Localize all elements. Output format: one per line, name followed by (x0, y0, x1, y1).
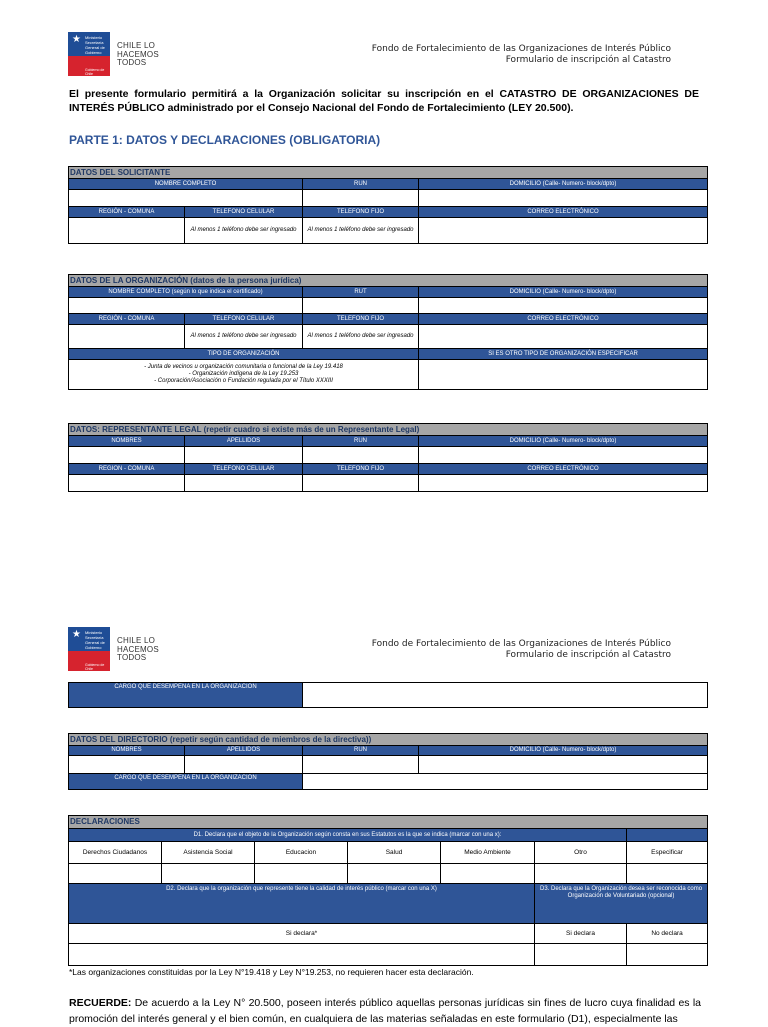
org-rut-field[interactable] (303, 298, 419, 314)
cargo-field[interactable] (303, 683, 708, 708)
page-header-page2: Fondo de Fortalecimiento de las Organizaciones de Interés Público Formulario de inscripción al Catastro (371, 639, 671, 660)
rep-nombres-field[interactable] (69, 447, 185, 464)
org-telefono-fijo-field[interactable]: Al menos 1 teléfono debe ser ingresado (303, 325, 419, 349)
cargo-table: CARGO QUE DESEMPEÑA EN LA ORGANIZACIÓN (68, 682, 708, 708)
representante-title: DATOS: REPRESENTANTE LEGAL (repetir cuadro si existe más de un Representante Legal) (69, 424, 708, 436)
region-comuna-field[interactable] (69, 218, 185, 244)
dir-apellidos-field[interactable] (185, 756, 303, 774)
logo-slogan: CHILE LO HACEMOS TODOS (117, 41, 159, 67)
org-correo-field[interactable] (419, 325, 708, 349)
rep-apellidos-field[interactable] (185, 447, 303, 464)
rep-region-comuna-field[interactable] (69, 475, 185, 492)
mark-no-declara[interactable] (627, 944, 708, 966)
telefono-fijo-field[interactable]: Al menos 1 teléfono debe ser ingresado (303, 218, 419, 244)
cat-derechos-ciudadanos: Derechos Ciudadanos (69, 842, 162, 864)
dir-domicilio-field[interactable] (419, 756, 708, 774)
rep-telefono-fijo-field[interactable] (303, 475, 419, 492)
cat-medio-ambiente: Medio Ambiente (441, 842, 535, 864)
directorio-table: DATOS DEL DIRECTORIO (repetir según cantidad de miembros de la directiva)) NOMBRES APELLIDOS RUN DOMICILIO (Calle- Numero- block/dpto) CARGO QUE DESEMPEÑA EN LA ORGANIZACIÓN (68, 733, 708, 790)
telefono-celular-field[interactable]: Al menos 1 teléfono debe ser ingresado (185, 218, 303, 244)
dir-cargo-field[interactable] (303, 774, 708, 790)
org-telefono-celular-field[interactable]: Al menos 1 teléfono debe ser ingresado (185, 325, 303, 349)
run-field[interactable] (303, 190, 419, 207)
declaraciones-table: DECLARACIONES D1. Declara que el objeto de la Organización según consta en sus Estatutos es la que se indica (marcar con una x): Derechos Ciudadanos Asistencia Social Educacion Salud Medio Ambiente Otro Especificar D2. Declara que la organización que represente tiene la calidad de interés público (marcar con una X) D3. Declara que la Organización desea ser reconocida como Organización de Voluntariado (opcional) Si declara* Si declara No declara (68, 815, 708, 966)
chile-flag-icon: ★ Ministerio Secretaría General de Gobierno Gobierno de Chile (68, 627, 110, 671)
page-header: Fondo de Fortalecimiento de las Organizaciones de Interés Público Formulario de inscripción al Catastro (371, 44, 671, 65)
si-declara-voluntariado-label: Si declara (535, 924, 627, 944)
rep-correo-field[interactable] (419, 475, 708, 492)
rep-telefono-celular-field[interactable] (185, 475, 303, 492)
correo-field[interactable] (419, 218, 708, 244)
org-region-comuna-field[interactable] (69, 325, 185, 349)
solicitante-table: DATOS DEL SOLICITANTE NOMBRE COMPLETO RUN DOMICILIO (Calle- Numero- block/dpto) REGIÓN - COMUNA TELEFONO CELULAR TELEFONO FIJO CORREO ELECTRÓNICO Al menos 1 teléfono debe ser ingresado Al menos 1 teléfono debe ser ingresado (68, 166, 708, 244)
chile-flag-icon: ★ Ministerio Secretaría General de Gobierno Gobierno de Chile (68, 32, 110, 76)
government-logo-page2 (68, 627, 168, 671)
nombre-completo-field[interactable] (69, 190, 303, 207)
intro-paragraph: El presente formulario permitirá a la Organización solicitar su inscripción en el CATASTRO DE ORGANIZACIONES DE INTERÉS PÚBLICO administrado por el Consejo Nacional del Fondo de Fortalecimiento (LEY 20.500). (69, 88, 699, 114)
organizacion-title: DATOS DE LA ORGANIZACIÓN (datos de la persona jurídica) (69, 275, 708, 287)
org-domicilio-field[interactable] (419, 298, 708, 314)
domicilio-field[interactable] (419, 190, 708, 207)
representante-table: DATOS: REPRESENTANTE LEGAL (repetir cuadro si existe más de un Representante Legal) NOMBRES APELLIDOS RUN DOMICILIO (Calle- Numero- block/dpto) REGION - COMUNA TELEFONO CELULAR TELEFONO FIJO CORREO ELECTRÓNICO (68, 423, 708, 492)
rep-run-field[interactable] (303, 447, 419, 464)
mark-si-declara[interactable] (535, 944, 627, 966)
mark-interes-publico[interactable] (69, 944, 535, 966)
dir-nombres-field[interactable] (69, 756, 185, 774)
cat-salud: Salud (348, 842, 441, 864)
directorio-title: DATOS DEL DIRECTORIO (repetir según cantidad de miembros de la directiva)) (69, 734, 708, 746)
mark-educacion[interactable] (255, 864, 348, 884)
footnote: *Las organizaciones constituidas por la Ley N°19.418 y Ley N°19.253, no requieren hacer esta declaración. (69, 967, 474, 977)
solicitante-title: DATOS DEL SOLICITANTE (69, 167, 708, 179)
cat-especificar: Especificar (627, 842, 708, 864)
org-nombre-field[interactable] (69, 298, 303, 314)
mark-otro[interactable] (535, 864, 627, 884)
cat-asistencia-social: Asistencia Social (162, 842, 255, 864)
rep-domicilio-field[interactable] (419, 447, 708, 464)
tipo-organizacion-options[interactable]: - Junta de vecinos u organización comunitaria o funcional de la Ley 19.418 - Organización indígena de la Ley 19.253 - Corporación/Asociación o Fundación regulada por el Título XXXIII (69, 360, 419, 390)
section-title: PARTE 1: DATOS Y DECLARACIONES (OBLIGATORIA) (69, 133, 381, 147)
logo-slogan: CHILE LO HACEMOS TODOS (117, 636, 159, 662)
cat-otro: Otro (535, 842, 627, 864)
dir-run-field[interactable] (303, 756, 419, 774)
declaraciones-title: DECLARACIONES (69, 816, 708, 829)
otro-tipo-field[interactable] (419, 360, 708, 390)
mark-medio-ambiente[interactable] (441, 864, 535, 884)
especificar-field[interactable] (627, 864, 708, 884)
organizacion-table: DATOS DE LA ORGANIZACIÓN (datos de la persona jurídica) NOMBRE COMPLETO (según lo que indica el certificado) RUT DOMICILIO (Calle- Numero- block/dpto) REGIÓN - COMUNA TELEFONO CELULAR TELEFONO FIJO CORREO ELECTRÓNICO Al menos 1 teléfono debe ser ingresado Al menos 1 teléfono debe ser ingresado TIPO DE ORGANIZACIÓN SI ES OTRO TIPO DE ORGANIZACIÓN ESPECIFICAR - Junta de vecinos u organización comunitaria o funcional de la Ley 19.418 - Organización indígena de la Ley 19.253 - Corporación/Asociación o Fundación regulada por el Título XXXIII (68, 274, 708, 390)
no-declara-voluntariado-label: No declara (627, 924, 708, 944)
mark-derechos-ciudadanos[interactable] (69, 864, 162, 884)
mark-salud[interactable] (348, 864, 441, 884)
government-logo (68, 32, 168, 76)
si-declara-interes-publico-label: Si declara* (69, 924, 535, 944)
cat-educacion: Educacion (255, 842, 348, 864)
recuerde-paragraph: RECUERDE: De acuerdo a la Ley N° 20.500, poseen interés público aquellas personas jurídicas sin fines de lucro cuya finalidad es la promoción del interés general y el bien común, en cualquiera de las materias señaladas en este formulario (D1), especialmente las (69, 997, 701, 1025)
mark-asistencia-social[interactable] (162, 864, 255, 884)
